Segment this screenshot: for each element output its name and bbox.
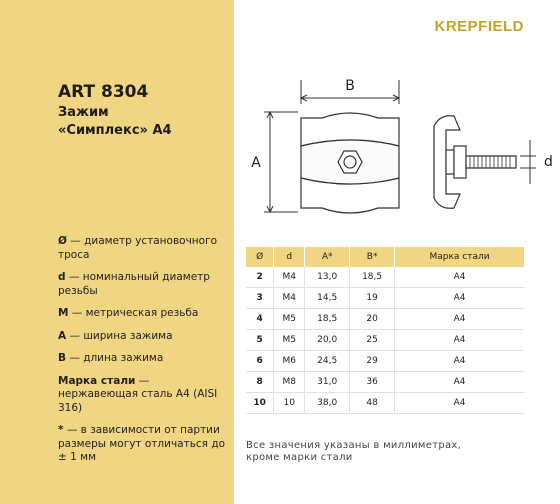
cell: 10 [274,393,305,414]
cell: 19 [350,288,395,309]
cell: 13,0 [305,267,350,288]
cell: 10 [246,393,274,414]
legend-text: — метрическая резьба [68,307,199,319]
cell: A4 [395,267,524,288]
header-diameter: Ø [246,247,274,267]
table-row [246,309,524,330]
cell: 24,5 [305,351,350,372]
legend-key: Марка стали [58,374,136,387]
cell: 4 [246,309,274,330]
legend [58,235,230,474]
table-row [246,267,524,288]
legend-key: M [58,307,69,319]
cell: M4 [274,267,305,288]
cell: 38,0 [305,393,350,414]
subtitle-line-1: Зажим [58,105,109,120]
cell: 29 [350,351,395,372]
clamp-side-view [434,116,516,209]
cell: A4 [395,372,524,393]
subtitle-line-2: «Симплекс» А4 [58,123,172,138]
article-title: ART 8304 [58,82,149,102]
cell: M5 [274,309,305,330]
legend-item [58,352,230,366]
table-row [246,288,524,309]
cell: 20 [350,309,395,330]
cell: A4 [395,330,524,351]
cell: 20,0 [305,330,350,351]
legend-item [58,271,230,298]
product-subtitle [58,104,228,140]
table-header-row [246,247,524,267]
cell: 25 [350,330,395,351]
cell: A4 [395,393,524,414]
cell: M5 [274,330,305,351]
dimension-a [264,112,298,212]
header-b: B* [350,247,395,267]
cell: 3 [246,288,274,309]
table-row [246,393,524,414]
legend-key: B [58,352,67,364]
clamp-front-view [301,113,399,213]
header-a: A* [305,247,350,267]
cell: 8 [246,372,274,393]
header-d: d [274,247,305,267]
cell: 2 [246,267,274,288]
label-d: d [544,154,553,170]
clamp-drawing [234,60,560,230]
cell: 14,5 [305,288,350,309]
dimensions-table [246,247,524,414]
legend-key: * [58,424,64,436]
cell: 31,0 [305,372,350,393]
cell: A4 [395,288,524,309]
left-panel [0,0,234,504]
legend-text: — длина зажима [66,352,164,364]
label-a: A [251,155,261,171]
legend-item [58,330,230,344]
units-note [246,440,536,464]
legend-text: — ширина зажима [66,329,173,342]
table-row [246,330,524,351]
legend-text: — нержавеющая сталь А4 (AISI 316) [58,374,218,414]
legend-key: d [58,271,66,283]
table-row [246,372,524,393]
legend-text: — в зависимости от партии размеры могут отличаться до ± 1 мм [58,424,226,463]
legend-item [58,235,230,262]
legend-item [58,424,230,465]
cell: 5 [246,330,274,351]
brand-logo: KREPFIELD [434,18,524,35]
cell: A4 [395,351,524,372]
header-steel: Марка стали [395,247,524,267]
cell: A4 [395,309,524,330]
note-line-1: Все значения указаны в миллиметрах, [246,440,462,451]
cell: 36 [350,372,395,393]
legend-item [58,307,230,321]
cell: M6 [274,351,305,372]
legend-key: A [58,329,67,342]
cell: 18,5 [350,267,395,288]
label-b: B [345,78,355,94]
legend-item [58,375,230,416]
note-line-2: кроме марки стали [246,452,353,463]
cell: 48 [350,393,395,414]
dimension-d [520,140,536,184]
cell: M8 [274,372,305,393]
table-row [246,351,524,372]
legend-key: Ø [58,235,67,247]
cell: M4 [274,288,305,309]
cell: 6 [246,351,274,372]
cell: 18,5 [305,309,350,330]
legend-text: — номинальный диаметр резьбы [58,271,210,297]
legend-text: — диаметр установочного троса [58,235,218,261]
